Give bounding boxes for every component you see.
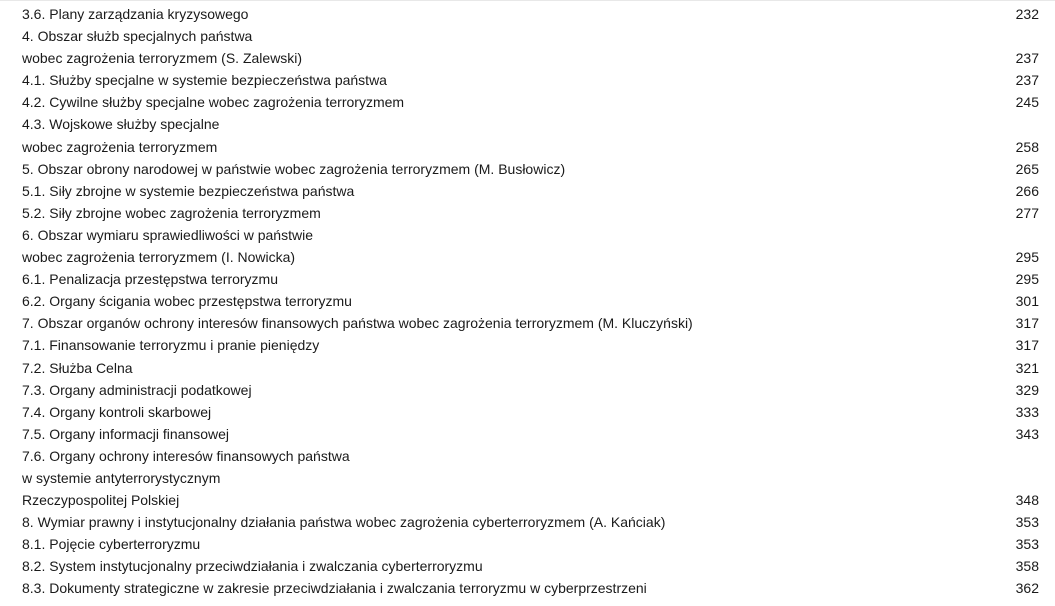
toc-row [0,489,1055,511]
toc-row [0,511,1055,533]
toc-entry-title: 7.4. Organy kontroli skarbowej [22,403,212,420]
toc-entry-page: 321 [1015,359,1039,376]
toc-entry-title: 7.2. Służba Celna [22,359,133,376]
toc-row [0,3,1055,25]
toc-entry-page: 329 [1015,381,1039,398]
toc-entry-page: 358 [1015,558,1039,575]
toc-entry-title: wobec zagrożenia terroryzmem (I. Nowicka) [22,249,296,266]
toc-row [0,136,1055,158]
toc-entry-title: 8. Wymiar prawny i instytucjonalny działania państwa wobec zagrożenia cyberterroryzmem (A. Kańciak) [22,514,666,531]
toc-entry-title: 8.3. Dokumenty strategiczne w zakresie przeciwdziałania i zwalczania terroryzmu w cyberprzestrzeni [22,580,647,597]
toc-row [0,113,1055,135]
top-divider [0,0,1055,1]
toc-row [0,577,1055,599]
toc-entry-title: 7.6. Organy ochrony interesów finansowych państwa [22,447,350,464]
toc-entry-title: 8.1. Pojęcie cyberterroryzmu [22,536,201,553]
toc-entry-page: 237 [1015,50,1039,67]
toc-entry-page: 317 [1015,337,1039,354]
toc-entry-page: 353 [1015,536,1039,553]
toc-row [0,246,1055,268]
toc-entry-title: 5.2. Siły zbrojne wobec zagrożenia terroryzmem [22,204,321,221]
toc-entry-title: 5. Obszar obrony narodowej w państwie wobec zagrożenia terroryzmem (M. Busłowicz) [22,160,566,177]
toc-row [0,290,1055,312]
toc-row [0,533,1055,555]
toc-entry-title: Rzeczypospolitej Polskiej [22,492,180,509]
toc-entry-title: 4.1. Służby specjalne w systemie bezpieczeństwa państwa [22,72,387,89]
toc-entry-page: 245 [1015,94,1039,111]
toc-entry-page: 258 [1015,138,1039,155]
toc-entry-title: 6.1. Penalizacja przestępstwa terroryzmu [22,271,278,288]
toc-row [0,423,1055,445]
toc-row [0,180,1055,202]
toc-entry-title: 4.2. Cywilne służby specjalne wobec zagrożenia terroryzmem [22,94,405,111]
toc-row [0,91,1055,113]
toc-entry-page: 333 [1015,403,1039,420]
toc-row [0,47,1055,69]
toc-entry-page: 317 [1015,315,1039,332]
toc-row [0,555,1055,577]
toc-entry-page: 277 [1015,204,1039,221]
toc-row [0,69,1055,91]
toc-row [0,224,1055,246]
toc-entry-page: 266 [1015,182,1039,199]
toc-row [0,334,1055,356]
toc-row [0,357,1055,379]
toc-entry-page: 232 [1015,6,1039,22]
toc-row [0,158,1055,180]
toc-row [0,379,1055,401]
toc-entry-page: 295 [1015,249,1039,266]
toc-row [0,202,1055,224]
toc-entry-title: 7.5. Organy informacji finansowej [22,425,229,442]
toc-entry-title: wobec zagrożenia terroryzmem (S. Zalewski) [22,50,303,67]
toc-rows [0,3,1055,600]
toc-entry-title: 8.2. System instytucjonalny przeciwdziałania i zwalczania cyberterroryzmu [22,558,483,575]
toc-entry-title: w systemie antyterrorystycznym [22,469,221,486]
toc-entry-title: 7.1. Finansowanie terroryzmu i pranie pieniędzy [22,337,320,354]
toc-row [0,268,1055,290]
toc-row [0,25,1055,47]
toc-entry-title: 7.3. Organy administracji podatkowej [22,381,252,398]
toc-row [0,312,1055,334]
toc-entry-page: 343 [1015,425,1039,442]
toc-entry-page: 265 [1015,160,1039,177]
toc-entry-title: 7. Obszar organów ochrony interesów finansowych państwa wobec zagrożenia terroryzmem (M. Kluczyński) [22,315,693,332]
toc-entry-page: 362 [1015,580,1039,597]
toc-entry-title: 4.3. Wojskowe służby specjalne [22,116,220,133]
toc-row [0,401,1055,423]
toc-entry-page: 295 [1015,271,1039,288]
toc-row [0,467,1055,489]
toc-entry-title: 6. Obszar wymiaru sprawiedliwości w państwie [22,226,313,243]
toc-entry-page: 353 [1015,514,1039,531]
toc-entry-page: 237 [1015,72,1039,89]
toc-entry-title: 5.1. Siły zbrojne w systemie bezpieczeństwa państwa [22,182,355,199]
toc-entry-page: 348 [1015,492,1039,509]
toc-entry-title: wobec zagrożenia terroryzmem [22,138,218,155]
toc-row [0,445,1055,467]
toc-entry-title: 6.2. Organy ścigania wobec przestępstwa terroryzmu [22,293,352,310]
toc-entry-page: 301 [1015,293,1039,310]
toc-entry-title: 4. Obszar służb specjalnych państwa [22,28,253,45]
toc-entry-title: 3.6. Plany zarządzania kryzysowego [22,6,249,22]
